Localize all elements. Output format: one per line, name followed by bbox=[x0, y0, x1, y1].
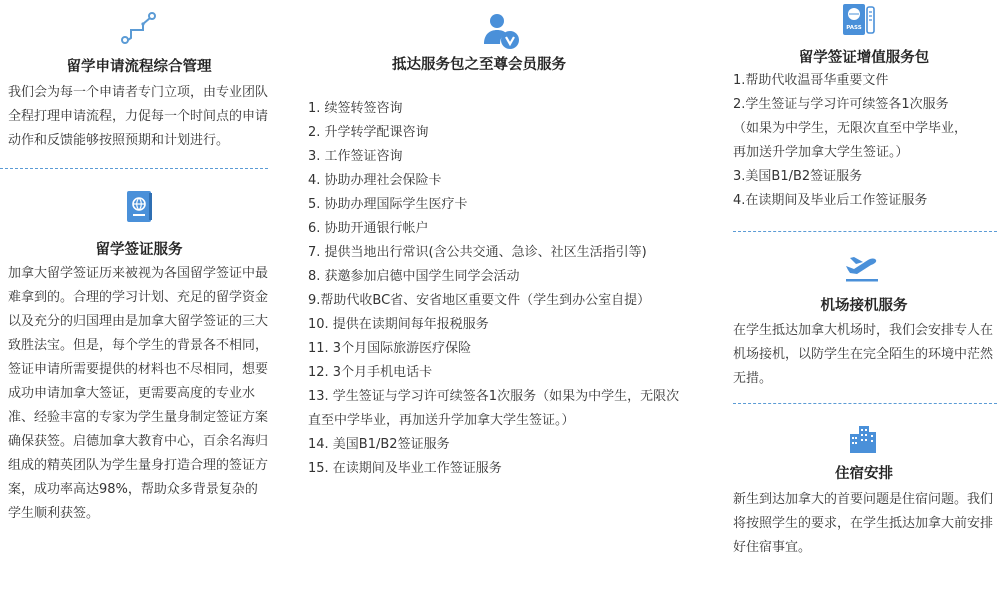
list-item: 再加送升学加拿大学生签证。） bbox=[733, 145, 909, 160]
left-divider bbox=[0, 168, 268, 169]
housing-title: 住宿安排 bbox=[835, 466, 893, 482]
list-item: 10. 提供在读期间每年报税服务 bbox=[308, 317, 489, 332]
airport-text: 在学生抵达加拿大机场时，我们会安排专人在机场接机，以防学生在完全陌生的环境中茫然无措。 bbox=[733, 323, 994, 386]
airplane-icon bbox=[844, 252, 880, 284]
list-item: 12. 3个月手机电话卡 bbox=[308, 365, 433, 380]
list-item: 3. 工作签证咨询 bbox=[308, 149, 403, 164]
passport-icon bbox=[124, 190, 154, 224]
vas-title: 留学签证增值服务包 bbox=[798, 50, 930, 66]
vip-title: 抵达服务包之至尊会员服务 bbox=[392, 57, 566, 73]
list-item: 5. 协助办理国际学生医疗卡 bbox=[308, 197, 468, 212]
list-item: 6. 协助开通银行帐户 bbox=[308, 221, 429, 236]
route-icon bbox=[119, 10, 159, 50]
list-item: 2.学生签证与学习许可续签各1次服务 bbox=[733, 97, 949, 112]
visa-icon-wrap bbox=[8, 190, 270, 232]
list-item: 8. 获邀参加启德中国学生同学会活动 bbox=[308, 269, 520, 284]
vas-service-list bbox=[733, 69, 995, 213]
list-item: 4. 协助办理社会保险卡 bbox=[308, 173, 442, 188]
left-column bbox=[8, 0, 270, 526]
vip-icon-wrap bbox=[308, 0, 688, 50]
list-item: 4.在读期间及毕业后工作签证服务 bbox=[733, 193, 928, 208]
middle-column bbox=[308, 0, 688, 481]
right-divider-2 bbox=[733, 403, 997, 404]
list-item: 7. 提供当地出行常识(含公共交通、急诊、社区生活指引等) bbox=[308, 245, 647, 260]
visa-title: 留学签证服务 bbox=[95, 242, 183, 258]
housing-text: 新生到达加拿大的首要问题是住宿问题。我们将按照学生的要求，在学生抵达加拿大前安排好住宿事宜。 bbox=[733, 492, 994, 555]
visa-text: 加拿大留学签证历来被视为各国留学签证中最难拿到的。合理的学习计划、充足的留学资金以及充分的归国理由是加拿大留学签证的三大致胜法宝。但是，每个学生的背景各不相同，签证申请所需要提供的材料也不尽相同，想要成功申请加拿大签证，更需要高度的专业水准、经验丰富的专家为学生量身制定签证方案确保获签。启德加拿大教育中心，百余名海归组成的精英团队为学生量身打造合理的签证方案，成功率高达98%，帮助众多背景复杂的学生顺利获签。 bbox=[8, 266, 269, 521]
vas-icon-wrap bbox=[733, 0, 995, 38]
buildings-icon bbox=[848, 424, 878, 454]
list-item: 3.美国B1/B2签证服务 bbox=[733, 169, 863, 184]
airport-title: 机场接机服务 bbox=[820, 298, 908, 314]
process-title: 留学申请流程综合管理 bbox=[66, 59, 212, 75]
airport-icon-wrap bbox=[733, 252, 995, 292]
right-divider-1 bbox=[733, 231, 997, 232]
housing-icon-wrap bbox=[733, 424, 995, 460]
list-item: 14. 美国B1/B2签证服务 bbox=[308, 437, 450, 452]
list-item: 1.帮助代收温哥华重要文件 bbox=[733, 73, 889, 88]
list-item: 2. 升学转学配课咨询 bbox=[308, 125, 429, 140]
list-item: 9.帮助代收BC省、安省地区重要文件（学生到办公室自提） bbox=[308, 293, 651, 308]
list-item: 1. 续签转签咨询 bbox=[308, 101, 403, 116]
right-column bbox=[733, 0, 995, 560]
list-item: 13. 学生签证与学习许可续签各1次服务（如果为中学生，无限次直至中学毕业，再加送升学加拿大学生签证。） bbox=[308, 389, 680, 428]
process-text: 我们会为每一个申请者专门立项，由专业团队全程打理申请流程，力促每一个时间点的申请动作和反馈能够按照预期和计划进行。 bbox=[8, 85, 269, 148]
svg-text:PASS: PASS bbox=[846, 25, 862, 31]
list-item: （如果为中学生，无限次直至中学毕业， bbox=[733, 121, 968, 136]
list-item: 15. 在读期间及毕业工作签证服务 bbox=[308, 461, 502, 476]
pass-card-icon bbox=[841, 3, 877, 37]
vip-user-icon bbox=[482, 12, 520, 50]
vip-service-list bbox=[308, 97, 688, 481]
list-item: 11. 3个月国际旅游医疗保险 bbox=[308, 341, 472, 356]
process-icon-wrap bbox=[8, 0, 270, 48]
